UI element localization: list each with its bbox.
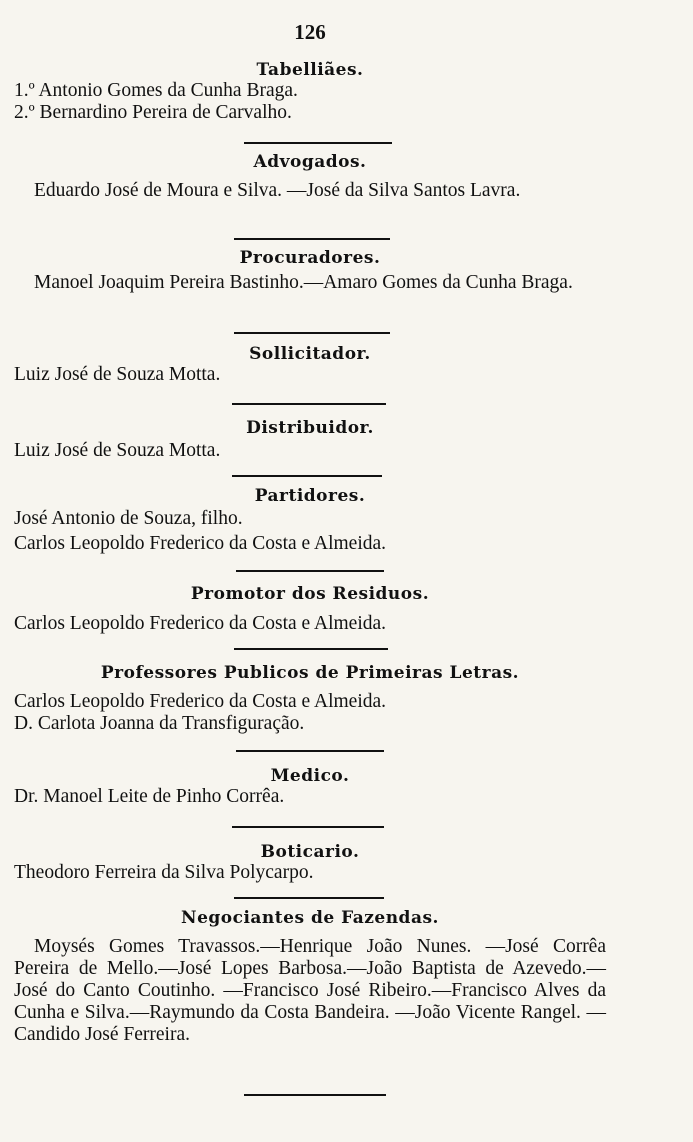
section-heading: Medico. <box>270 766 350 786</box>
divider-rule <box>234 648 388 650</box>
divider-rule <box>244 1094 386 1096</box>
divider-rule <box>244 142 392 144</box>
section-tabelliaes <box>0 60 693 124</box>
entry-line: Carlos Leopoldo Frederico da Costa e Almeida. <box>14 691 387 712</box>
section-advogados <box>0 152 693 202</box>
page-number: 126 <box>294 20 326 44</box>
entry-text: Eduardo José de Moura e Silva. —José da Silva Santos Lavra. <box>34 180 521 201</box>
entry-text: Manoel Joaquim Pereira Bastinho.—Amaro Gomes da Cunha Braga. <box>34 272 573 293</box>
entry-line: Luiz José de Souza Motta. <box>14 364 221 385</box>
entry-line: Carlos Leopoldo Frederico da Costa e Almeida. <box>14 533 387 554</box>
divider-rule <box>234 238 390 240</box>
section-professores <box>0 663 693 735</box>
section-heading: Partidores. <box>254 486 366 506</box>
divider-rule <box>234 332 390 334</box>
divider-rule <box>232 475 382 477</box>
section-heading: Sollicitador. <box>249 344 371 364</box>
section-heading: Tabelliães. <box>256 60 364 80</box>
entry-line: 1.º Antonio Gomes da Cunha Braga. <box>14 80 298 101</box>
section-negociantes <box>0 908 693 1046</box>
entry-line: José Antonio de Souza, filho. <box>14 508 243 529</box>
section-heading: Professores Publicos de Primeiras Letras. <box>100 663 520 683</box>
section-boticario <box>0 842 693 884</box>
section-partidores <box>0 486 693 555</box>
section-procuradores <box>0 248 693 294</box>
entry-line: 2.º Bernardino Pereira de Carvalho. <box>14 102 292 123</box>
entry-line: Dr. Manoel Leite de Pinho Corrêa. <box>14 786 285 807</box>
section-heading: Procuradores. <box>239 248 381 268</box>
section-heading: Negociantes de Fazendas. <box>181 908 439 928</box>
section-sollicitador <box>0 344 693 386</box>
divider-rule <box>236 570 384 572</box>
entry-line: D. Carlota Joanna da Transfiguração. <box>14 713 305 734</box>
section-medico <box>0 766 693 808</box>
section-heading: Promotor dos Residuos. <box>190 584 430 604</box>
divider-rule <box>236 750 384 752</box>
divider-rule <box>234 897 384 899</box>
entry-line: Theodoro Ferreira da Silva Polycarpo. <box>14 862 314 883</box>
divider-rule <box>232 826 384 828</box>
section-promotor <box>0 584 693 635</box>
section-distribuidor <box>0 418 693 462</box>
entry-paragraph <box>0 180 606 202</box>
entry-paragraph <box>0 272 606 294</box>
entry-line: Carlos Leopoldo Frederico da Costa e Almeida. <box>14 613 387 634</box>
section-heading: Advogados. <box>253 152 367 172</box>
section-heading: Distribuidor. <box>246 418 374 438</box>
entry-paragraph <box>0 936 606 1046</box>
entry-line: Luiz José de Souza Motta. <box>14 440 221 461</box>
entry-text: Moysés Gomes Travassos.—Henrique João Nunes. —José Corrêa Pereira de Mello.—José Lopes Barbosa.—João Baptista de Azevedo.—José do Canto Coutinho. —Francisco José Ribeiro.—Francisco Alves da Cunha e Silva.—Raymundo da Costa Bandeira. —João Vicente Rangel. —Candido José Ferreira. <box>14 936 606 1045</box>
section-heading: Boticario. <box>260 842 360 862</box>
divider-rule <box>232 403 386 405</box>
